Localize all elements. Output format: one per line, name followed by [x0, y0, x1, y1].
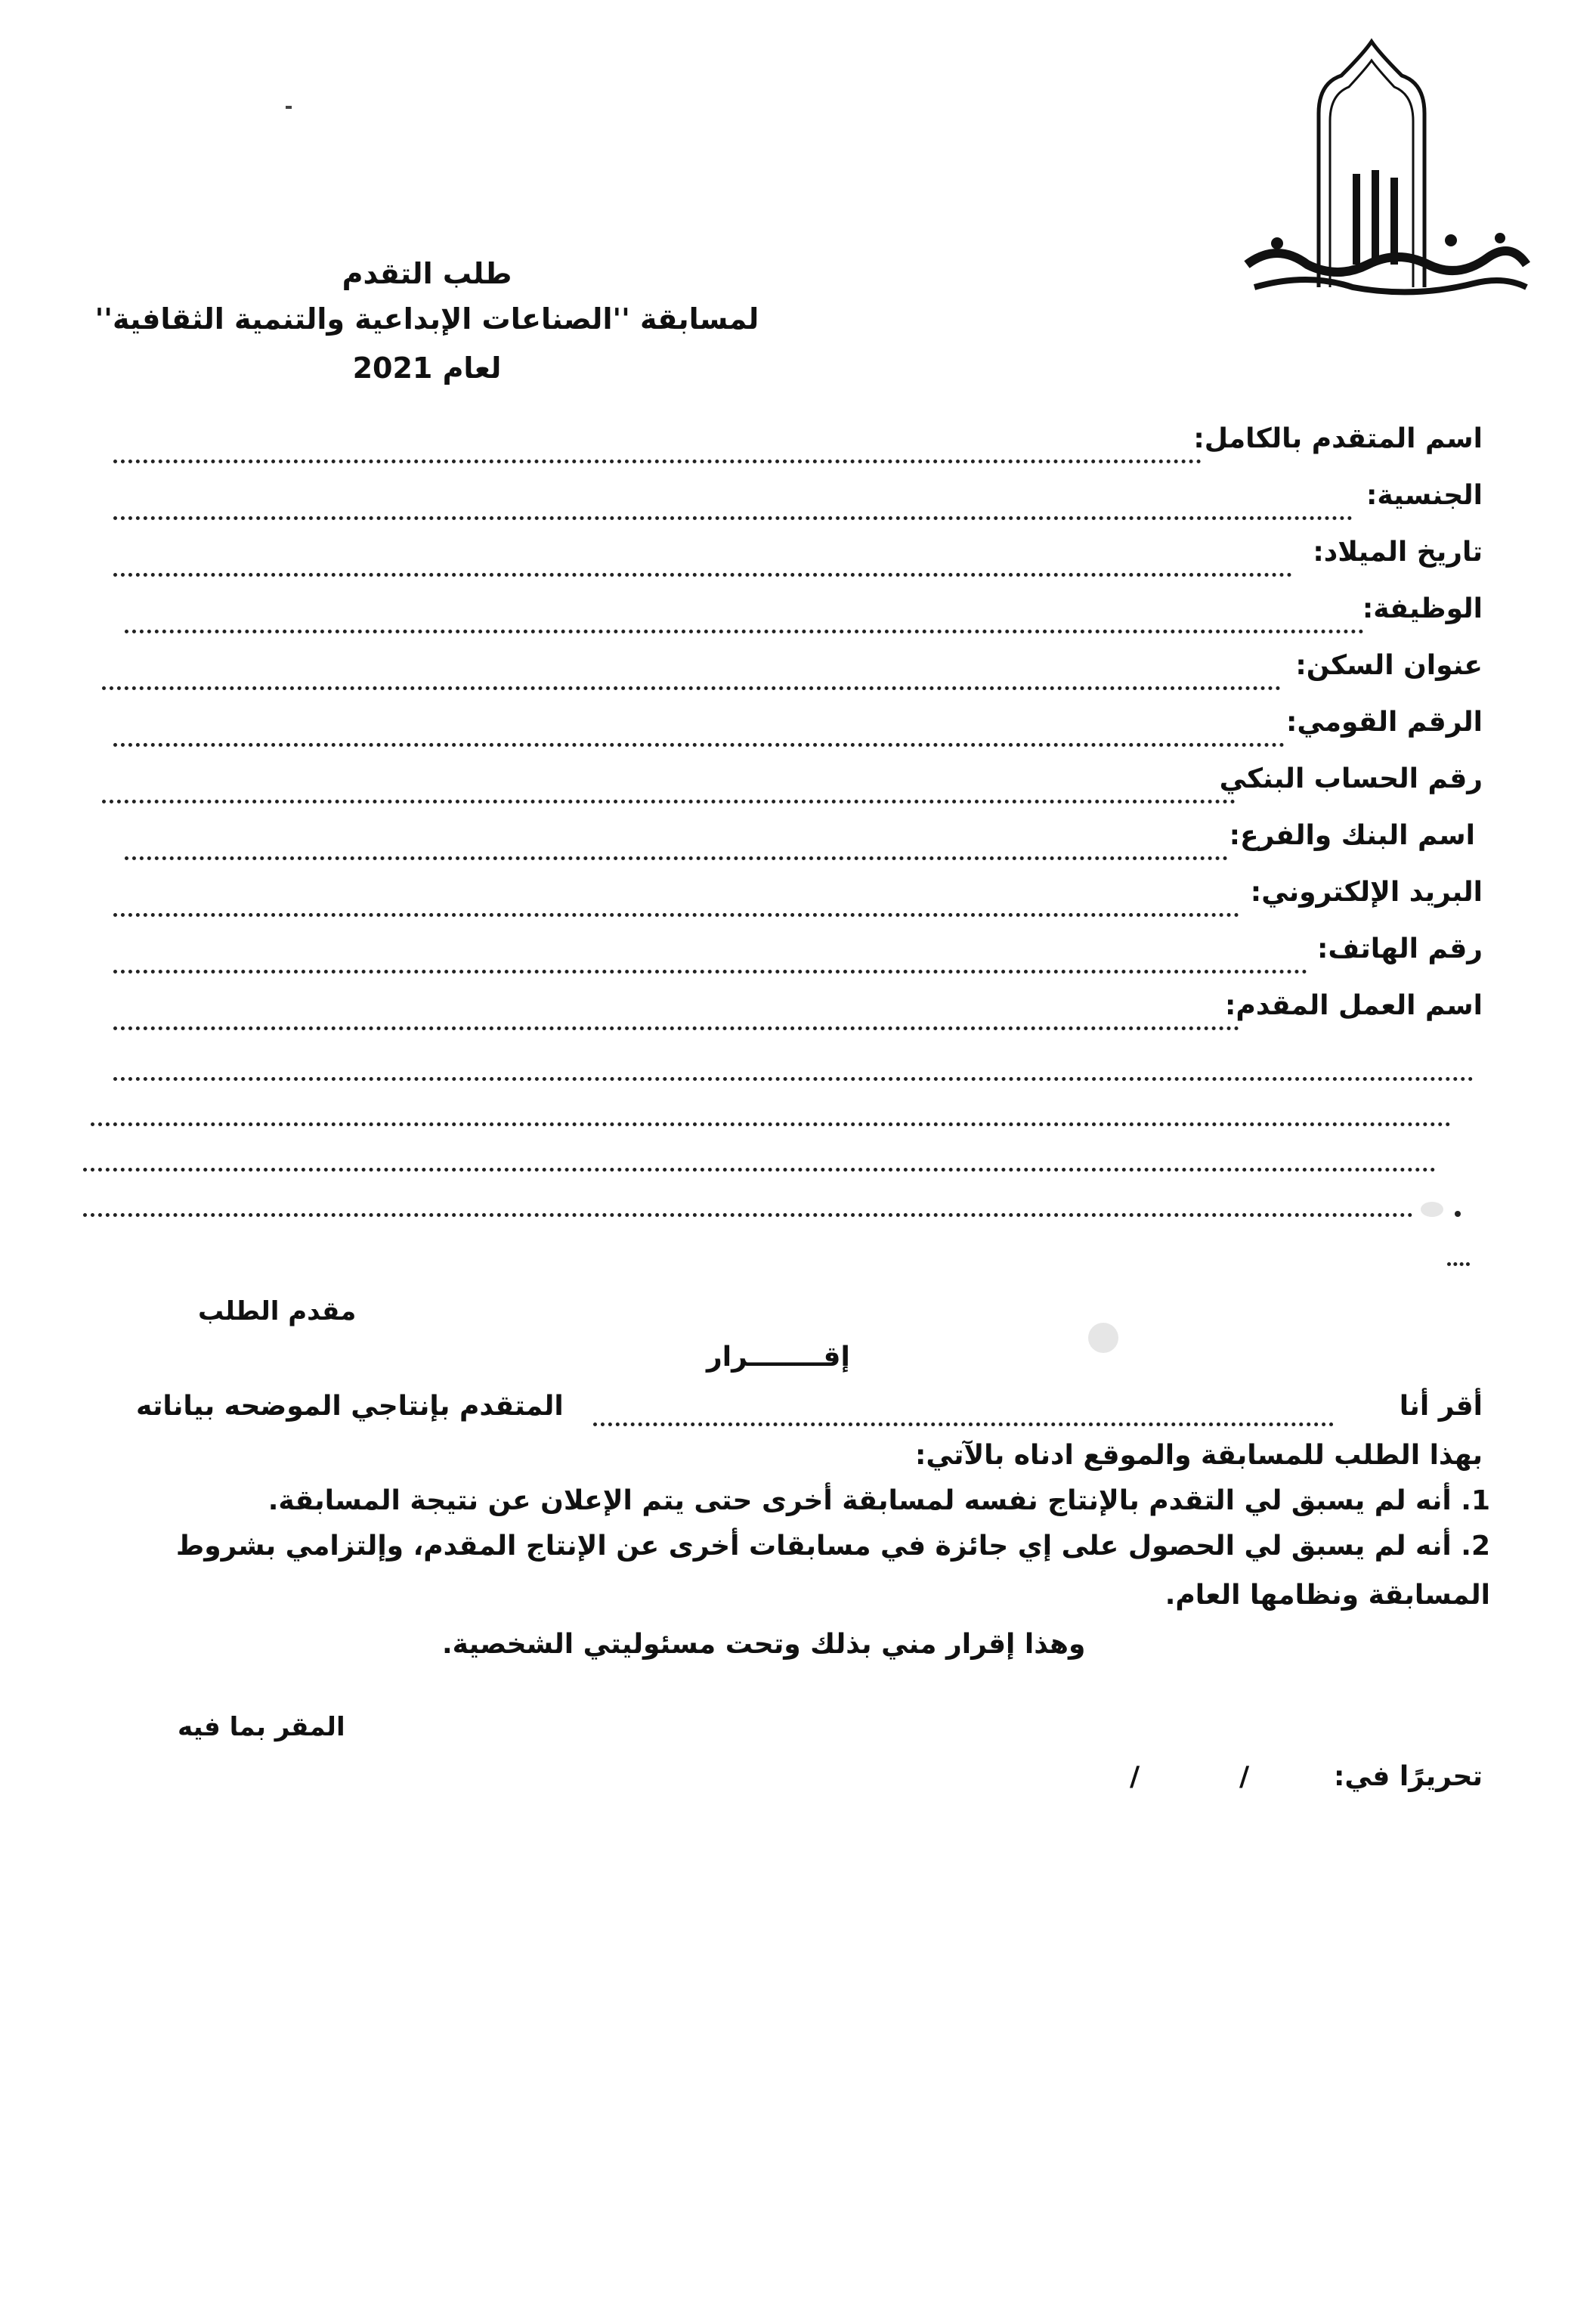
declaration-heading: إقــــــــرار	[707, 1342, 850, 1373]
arch-logo-icon	[1202, 38, 1542, 310]
declaration-line-1-start: أقر أنا	[1399, 1391, 1483, 1422]
field-bank-account-label: رقم الحساب البنكي	[1219, 763, 1483, 794]
field-email-label: البريد الإلكتروني:	[1250, 877, 1483, 908]
field-phone-label: رقم الهاتف:	[1317, 933, 1483, 964]
field-job-line[interactable]	[125, 630, 1364, 633]
stray-dot	[1455, 1211, 1461, 1217]
field-full-name-line[interactable]	[113, 460, 1202, 463]
declaration-item-1: 1. أنه لم يسبق لي التقدم بالإنتاج نفسه لمسابقة أخرى حتى يتم الإعلان عن نتيجة المسابقة.	[268, 1485, 1490, 1516]
field-job-label: الوظيفة:	[1362, 593, 1483, 624]
field-national-id-line[interactable]	[113, 743, 1285, 747]
field-email-line[interactable]	[113, 913, 1239, 917]
date-separator: /	[1130, 1761, 1140, 1792]
declaration-item-2a: 2. أنه لم يسبق لي الحصول على إي جائزة في مسابقات أخرى عن الإنتاج المقدم، وإلتزامي بشروط	[175, 1531, 1490, 1562]
field-address-label: عنوان السكن:	[1295, 650, 1483, 681]
declarant-name-line[interactable]	[593, 1422, 1334, 1426]
extra-line-1[interactable]	[113, 1077, 1474, 1081]
declaration-line-1-end: المتقدم بإنتاجي الموضحه بياناته	[136, 1391, 564, 1422]
form-title: طلب التقدم	[342, 257, 512, 290]
date-separator: /	[1239, 1761, 1250, 1792]
field-bank-branch-line[interactable]	[125, 856, 1228, 860]
field-address-line[interactable]	[102, 686, 1281, 690]
field-nationality-label: الجنسية:	[1366, 480, 1483, 511]
applicant-signature-label: مقدم الطلب	[198, 1296, 357, 1327]
scan-speck	[1421, 1202, 1443, 1217]
field-work-title-label: اسم العمل المقدم:	[1225, 990, 1483, 1021]
field-bank-branch-label: اسم البنك والفرع:	[1229, 820, 1475, 851]
field-nationality-line[interactable]	[113, 516, 1353, 520]
declaration-line-2: بهذا الطلب للمسابقة والموقع ادناه بالآتي:	[915, 1440, 1483, 1471]
field-national-id-label: الرقم القومي:	[1285, 707, 1483, 738]
extra-line-3[interactable]	[83, 1168, 1436, 1172]
field-birthdate-line[interactable]	[113, 573, 1292, 577]
extra-line-2[interactable]	[91, 1122, 1451, 1126]
extra-line-5[interactable]	[1447, 1262, 1470, 1266]
date-label: تحريرًا في:	[1333, 1761, 1483, 1792]
field-bank-account-line[interactable]	[102, 800, 1236, 803]
competition-name: لمسابقة ''الصناعات الإبداعية والتنمية الثقافية''	[94, 302, 759, 336]
stray-mark	[286, 106, 292, 109]
extra-line-4[interactable]	[83, 1213, 1413, 1217]
field-work-title-line[interactable]	[113, 1026, 1239, 1030]
field-full-name-label: اسم المتقدم بالكامل:	[1193, 423, 1483, 454]
declaration-item-2b: المسابقة ونظامها العام.	[1165, 1580, 1490, 1611]
declarant-label: المقر بما فيه	[178, 1712, 345, 1742]
form-year: لعام 2021	[352, 351, 502, 385]
scan-speck	[1088, 1323, 1118, 1353]
field-phone-line[interactable]	[113, 970, 1307, 974]
council-logo	[1202, 38, 1542, 310]
declaration-closing: وهذا إقرار مني بذلك وتحت مسئوليتي الشخصية.	[442, 1629, 1086, 1660]
field-birthdate-label: تاريخ الميلاد:	[1313, 537, 1483, 568]
